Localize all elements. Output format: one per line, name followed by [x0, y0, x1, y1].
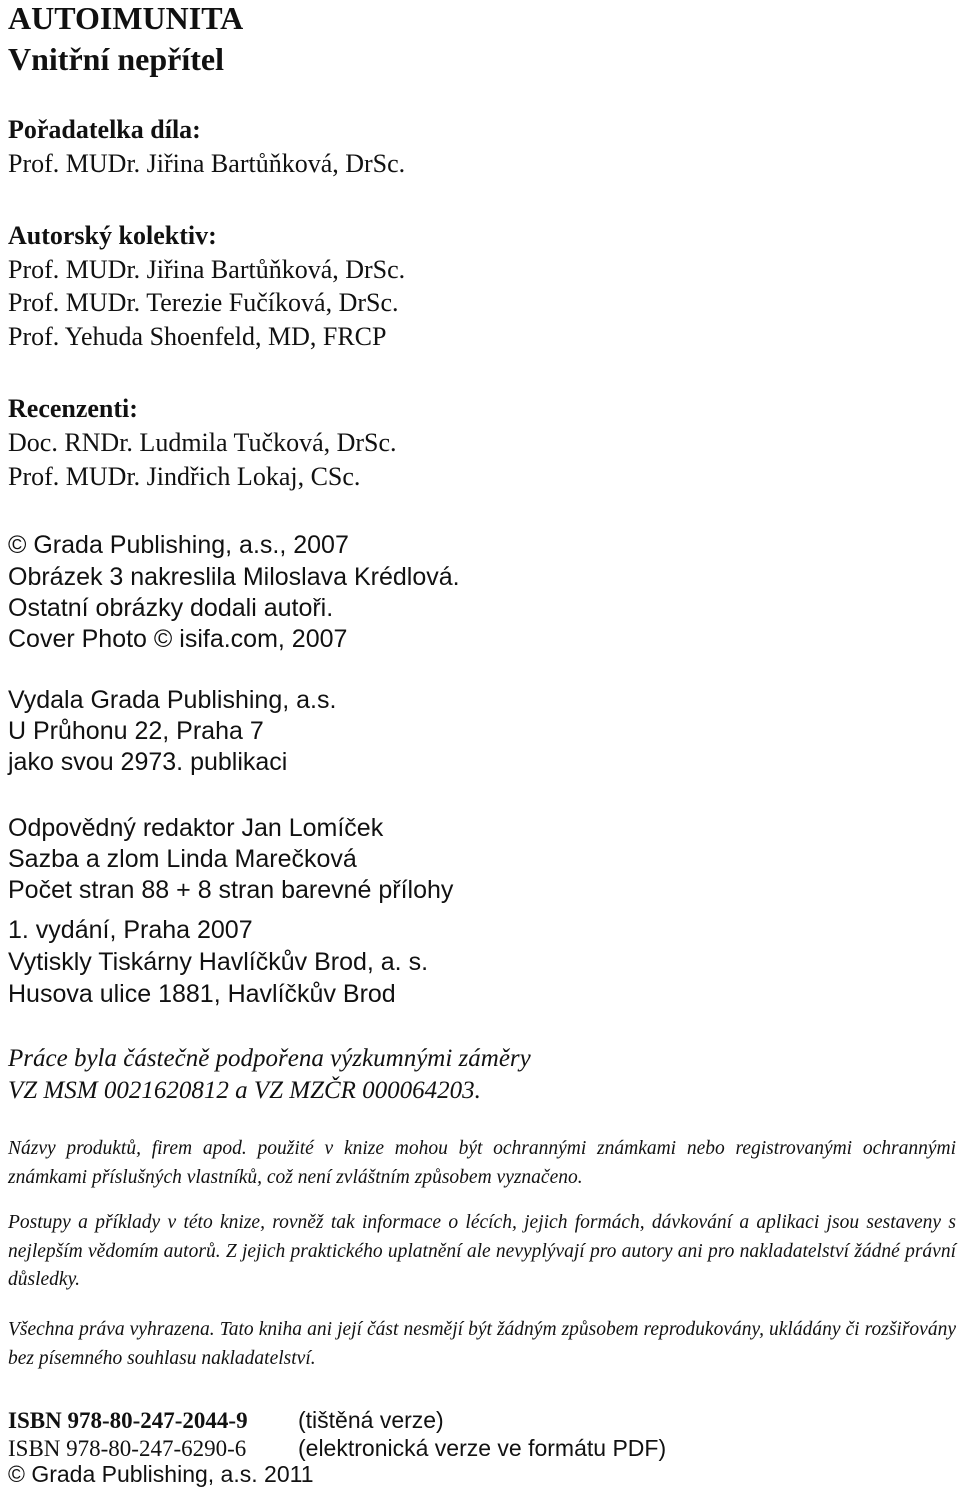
production-line: Sazba a zlom Linda Marečková: [8, 845, 357, 873]
trademark-notice: Názvy produktů, firem apod. použité v knize mohou být ochrannými známkami nebo registrovanými ochrannými známkami příslušných vlastníků, což není zvláštním způsobem vyznačeno.: [8, 1138, 956, 1188]
publisher-line: jako svou 2973. publikaci: [8, 748, 288, 776]
production-line: Počet stran 88 + 8 stran barevné přílohy: [8, 876, 454, 904]
liability-notice: Postupy a příklady v této knize, rovněž tak informace o lécích, jejich formách, dávkování a aplikaci jsou sestaveny s nejlepším vědomím autorů. Z jejich praktického uplatnění ale nevyplývají pro autory ani pro nakladatelství žádné právní důsledky.: [8, 1212, 956, 1290]
edition-line: 1. vydání, Praha 2007: [8, 916, 253, 944]
organizer-name: Prof. MUDr. Jiřina Bartůňková, DrSc.: [8, 149, 406, 178]
production-line: Odpovědný redaktor Jan Lomíček: [8, 814, 384, 842]
isbn-note: (elektronická verze ve formátu PDF): [298, 1435, 667, 1461]
isbn-pdf: [8, 1437, 666, 1460]
reviewers-heading: Recenzenti:: [8, 394, 138, 423]
reviewer-line: Doc. RNDr. Ludmila Tučková, DrSc.: [8, 428, 397, 457]
isbn-print: [8, 1409, 444, 1432]
authors-heading: Autorský kolektiv:: [8, 221, 217, 250]
author-line: Prof. MUDr. Terezie Fučíková, DrSc.: [8, 288, 399, 317]
copyright-footer: © Grada Publishing, a.s. 2011: [8, 1461, 314, 1487]
edition-line: Vytiskly Tiskárny Havlíčkův Brod, a. s.: [8, 948, 429, 976]
isbn-note: (tištěná verze): [298, 1407, 444, 1433]
isbn-code: ISBN 978-80-247-2044-9: [8, 1408, 248, 1433]
book-subtitle: Vnitřní nepřítel: [8, 41, 224, 77]
credit-line: Obrázek 3 nakreslila Miloslava Krédlová.: [8, 563, 460, 591]
rights-notice: Všechna práva vyhrazena. Tato kniha ani její část nesmějí být žádným způsobem reprodukovány, ukládány či rozšiřovány bez písemného souhlasu nakladatelství.: [8, 1319, 956, 1369]
reviewer-line: Prof. MUDr. Jindřich Lokaj, CSc.: [8, 462, 361, 491]
book-title: AUTOIMUNITA: [8, 0, 244, 36]
credit-line: Cover Photo © isifa.com, 2007: [8, 625, 348, 653]
credit-line: © Grada Publishing, a.s., 2007: [8, 531, 349, 559]
isbn-code: ISBN 978-80-247-6290-6: [8, 1436, 247, 1461]
support-line: Práce byla částečně podpořena výzkumnými záměry: [8, 1045, 531, 1072]
edition-line: Husova ulice 1881, Havlíčkův Brod: [8, 980, 396, 1008]
organizer-heading: Pořadatelka díla:: [8, 115, 201, 144]
credit-line: Ostatní obrázky dodali autoři.: [8, 594, 334, 622]
publisher-line: U Průhonu 22, Praha 7: [8, 717, 264, 745]
author-line: Prof. MUDr. Jiřina Bartůňková, DrSc.: [8, 255, 406, 284]
author-line: Prof. Yehuda Shoenfeld, MD, FRCP: [8, 322, 387, 351]
support-line: VZ MSM 0021620812 a VZ MZČR 000064203.: [8, 1077, 481, 1104]
publisher-line: Vydala Grada Publishing, a.s.: [8, 686, 337, 714]
